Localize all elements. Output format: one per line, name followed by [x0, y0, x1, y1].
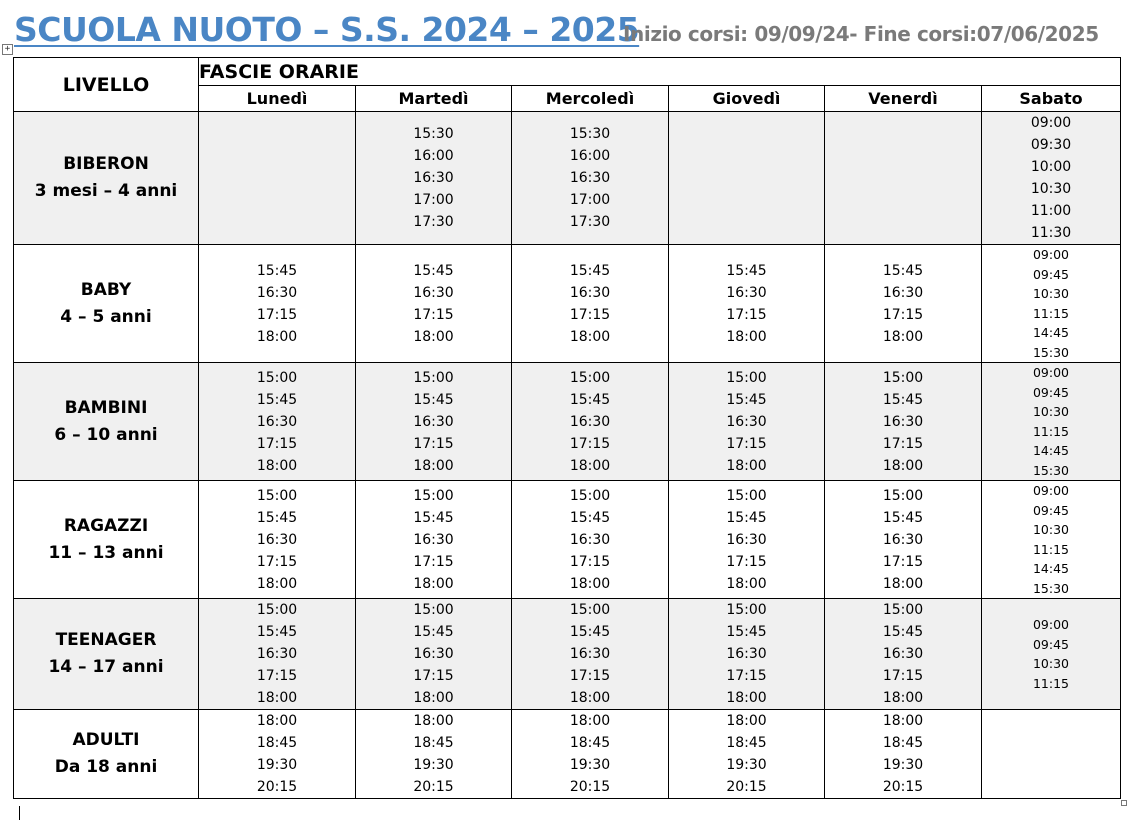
time-slot: 14:45	[1032, 561, 1070, 576]
time-slot: 17:15	[413, 553, 454, 570]
document-header	[14, 8, 1124, 52]
time-slot-cell	[199, 112, 356, 245]
time-slot: 15:45	[726, 391, 767, 408]
level-cell	[14, 363, 199, 481]
time-slot: 18:00	[569, 713, 611, 729]
time-slot: 18:00	[256, 713, 298, 729]
time-slot: 09:30	[1030, 137, 1072, 153]
time-slot: 18:00	[413, 713, 454, 729]
time-slot: 15:00	[256, 602, 298, 618]
time-slot-cell	[512, 710, 669, 799]
time-slot: 17:00	[413, 192, 454, 208]
time-slot-cell	[199, 363, 356, 481]
time-slot-cell	[356, 245, 512, 363]
time-slot: 18:45	[413, 735, 454, 751]
time-slot: 15:00	[413, 487, 454, 504]
time-slot: 18:45	[256, 735, 298, 751]
level-cell	[14, 245, 199, 363]
time-slot-cell	[982, 112, 1121, 245]
time-slot: 15:45	[256, 624, 298, 640]
table-row	[14, 710, 1121, 799]
time-slot: 18:00	[569, 457, 611, 474]
time-slot-cell	[982, 599, 1121, 710]
table-move-handle-icon[interactable]: +	[2, 44, 13, 55]
time-slot-cell	[199, 481, 356, 599]
time-slot: 18:45	[882, 735, 924, 751]
level-cell	[14, 481, 199, 599]
time-slot: 16:30	[882, 284, 924, 301]
time-slot: 18:45	[569, 735, 611, 751]
day-header: Sabato	[982, 86, 1121, 112]
time-slot: 17:30	[413, 214, 454, 230]
time-slot-cell	[669, 481, 825, 599]
time-slot: 18:00	[413, 690, 454, 706]
time-slot: 15:00	[882, 369, 924, 386]
time-slot: 15:45	[413, 624, 454, 640]
time-slot-cell	[512, 599, 669, 710]
time-slot: 10:30	[1032, 286, 1070, 301]
time-slot: 15:45	[256, 509, 298, 526]
time-slot: 17:15	[882, 306, 924, 323]
time-slot-cell	[199, 599, 356, 710]
time-slot: 15:45	[882, 391, 924, 408]
table-row	[14, 112, 1121, 245]
level-name: ADULTI	[72, 730, 140, 750]
time-slot: 14:45	[1032, 325, 1070, 340]
time-slot-cell	[669, 363, 825, 481]
time-slot: 18:00	[569, 690, 611, 706]
time-slot: 17:00	[569, 192, 611, 208]
time-slot: 16:30	[256, 284, 298, 301]
time-slot: 18:00	[256, 690, 298, 706]
time-slot: 15:45	[726, 262, 767, 279]
time-slot: 17:15	[569, 553, 611, 570]
time-slot: 09:00	[1032, 247, 1070, 262]
time-slot: 19:30	[256, 757, 298, 773]
time-slot: 20:15	[413, 779, 454, 795]
time-slot-cell	[825, 245, 982, 363]
time-slot: 15:00	[726, 369, 767, 386]
time-slot: 18:00	[726, 457, 767, 474]
time-slot-cell	[669, 245, 825, 363]
level-age-range: 3 mesi – 4 anni	[34, 181, 178, 201]
time-slot: 15:45	[726, 624, 767, 640]
time-slot-cell	[512, 481, 669, 599]
time-slot: 17:15	[569, 668, 611, 684]
page-title: SCUOLA NUOTO – S.S. 2024 – 2025	[14, 10, 640, 49]
time-slot: 15:45	[569, 391, 611, 408]
time-slot-cell	[356, 112, 512, 245]
time-slot: 10:00	[1030, 159, 1072, 175]
time-slot: 16:30	[256, 531, 298, 548]
table-row	[14, 245, 1121, 363]
time-slot: 11:15	[1032, 541, 1070, 557]
time-slot: 16:30	[569, 646, 611, 662]
time-slot: 19:30	[413, 757, 454, 773]
time-slot: 15:00	[882, 487, 924, 504]
time-slot: 15:30	[1032, 462, 1070, 478]
level-column-header: LIVELLO	[14, 58, 199, 112]
level-name: TEENAGER	[55, 630, 157, 650]
time-slot: 18:00	[569, 328, 611, 345]
time-slot-cell	[512, 363, 669, 481]
time-slot-cell	[825, 599, 982, 710]
time-slot: 18:00	[256, 457, 298, 474]
day-header: Venerdì	[825, 86, 982, 112]
time-slot: 16:30	[882, 413, 924, 430]
time-slot-cell	[982, 245, 1121, 363]
level-cell	[14, 710, 199, 799]
time-slot: 16:30	[726, 646, 767, 662]
time-slot: 18:00	[726, 713, 767, 729]
time-slot: 18:00	[882, 457, 924, 474]
time-slot: 15:45	[413, 391, 454, 408]
day-header: Lunedì	[199, 86, 356, 112]
time-slot: 16:30	[256, 646, 298, 662]
time-slot: 17:15	[413, 435, 454, 452]
time-slot: 16:30	[569, 170, 611, 186]
time-slot: 16:30	[882, 646, 924, 662]
time-slot: 16:30	[413, 646, 454, 662]
course-dates: Inizio corsi: 09/09/24- Fine corsi:07/06/2025	[623, 22, 1099, 46]
time-slot: 15:00	[256, 487, 298, 504]
time-slot: 17:15	[882, 668, 924, 684]
time-slot: 11:15	[1032, 675, 1070, 691]
time-slot: 15:00	[882, 602, 924, 618]
time-slot-cell	[512, 112, 669, 245]
time-slot: 10:30	[1032, 522, 1070, 537]
time-slot: 20:15	[882, 779, 924, 795]
time-slot-cell	[669, 599, 825, 710]
time-slots-header: FASCIE ORARIE	[199, 58, 1121, 86]
time-slot-cell	[982, 481, 1121, 599]
level-name: BIBERON	[63, 154, 149, 174]
time-slot: 18:00	[569, 575, 611, 592]
time-slot: 14:45	[1032, 443, 1070, 458]
time-slot: 17:15	[882, 553, 924, 570]
time-slot: 15:00	[569, 602, 611, 618]
time-slot: 17:15	[726, 553, 767, 570]
level-name: BABY	[80, 279, 132, 300]
time-slot: 16:30	[569, 413, 611, 430]
time-slot-cell	[356, 599, 512, 710]
time-slot: 20:15	[256, 779, 298, 795]
time-slot: 16:30	[413, 170, 454, 186]
time-slot-cell	[669, 112, 825, 245]
time-slot: 17:30	[569, 214, 611, 230]
time-slot: 17:15	[726, 435, 767, 452]
time-slot: 09:00	[1030, 115, 1072, 131]
time-slot: 17:15	[256, 668, 298, 684]
time-slot: 17:15	[726, 306, 767, 323]
table-row	[14, 363, 1121, 481]
time-slot: 15:45	[569, 624, 611, 640]
time-slot: 15:45	[256, 262, 298, 279]
table-body	[14, 112, 1121, 799]
time-slot: 16:30	[413, 284, 454, 301]
time-slot: 09:00	[1032, 483, 1070, 498]
time-slot: 15:00	[413, 369, 454, 386]
time-slot: 11:15	[1032, 305, 1070, 321]
time-slot: 15:30	[1032, 580, 1070, 596]
time-slot: 15:45	[569, 509, 611, 526]
time-slot: 17:15	[256, 435, 298, 452]
time-slot: 17:15	[569, 306, 611, 323]
level-cell	[14, 112, 199, 245]
time-slot: 15:45	[882, 624, 924, 640]
time-slot: 17:15	[256, 553, 298, 570]
time-slot: 18:00	[726, 690, 767, 706]
time-slot: 18:00	[413, 575, 454, 592]
time-slot-cell	[982, 710, 1121, 799]
time-slot: 18:00	[882, 575, 924, 592]
time-slot: 15:45	[256, 391, 298, 408]
time-slot: 15:45	[413, 262, 454, 279]
time-slot-cell	[669, 710, 825, 799]
time-slot: 20:15	[726, 779, 767, 795]
time-slot-cell	[825, 112, 982, 245]
level-age-range: 11 – 13 anni	[48, 542, 164, 563]
time-slot: 11:00	[1030, 203, 1072, 219]
level-age-range: 6 – 10 anni	[54, 424, 158, 445]
day-header: Mercoledì	[512, 86, 669, 112]
time-slot: 18:45	[726, 735, 767, 751]
time-slot: 11:15	[1032, 423, 1070, 439]
time-slot: 09:45	[1032, 636, 1070, 652]
time-slot: 18:00	[726, 575, 767, 592]
time-slot: 10:30	[1032, 404, 1070, 419]
time-slot: 11:30	[1030, 225, 1072, 241]
time-slot: 16:30	[569, 531, 611, 548]
time-slot: 15:45	[569, 262, 611, 279]
time-slot: 18:00	[882, 690, 924, 706]
level-name: RAGAZZI	[63, 515, 149, 536]
time-slot: 18:00	[413, 328, 454, 345]
time-slot: 17:15	[726, 668, 767, 684]
table-row	[14, 481, 1121, 599]
time-slot: 15:00	[569, 487, 611, 504]
time-slot: 18:00	[413, 457, 454, 474]
time-slot: 09:45	[1032, 384, 1070, 400]
table-resize-handle[interactable]	[1121, 800, 1127, 806]
time-slot: 15:00	[726, 487, 767, 504]
level-cell	[14, 599, 199, 710]
time-slot: 19:30	[882, 757, 924, 773]
time-slot: 15:00	[726, 602, 767, 618]
time-slot-cell	[199, 710, 356, 799]
time-slot: 18:00	[882, 328, 924, 345]
time-slot: 19:30	[569, 757, 611, 773]
time-slot: 15:45	[726, 509, 767, 526]
time-slot: 16:00	[569, 148, 611, 164]
level-age-range: 4 – 5 anni	[60, 306, 152, 327]
time-slot: 18:00	[256, 575, 298, 592]
time-slot: 15:00	[569, 369, 611, 386]
time-slot-cell	[825, 363, 982, 481]
time-slot: 17:15	[882, 435, 924, 452]
day-header: Martedì	[356, 86, 512, 112]
time-slot: 20:15	[569, 779, 611, 795]
time-slot: 17:15	[569, 435, 611, 452]
time-slot: 16:30	[726, 413, 767, 430]
time-slot: 16:30	[882, 531, 924, 548]
table-row	[14, 599, 1121, 710]
time-slot-cell	[199, 245, 356, 363]
day-header: Giovedì	[669, 86, 825, 112]
time-slot: 16:30	[413, 531, 454, 548]
time-slot: 18:00	[256, 328, 298, 345]
time-slot-cell	[356, 363, 512, 481]
level-age-range: 14 – 17 anni	[48, 657, 164, 677]
time-slot: 17:15	[413, 668, 454, 684]
time-slot-cell	[356, 481, 512, 599]
time-slot: 15:30	[1032, 344, 1070, 360]
time-slot-cell	[512, 245, 669, 363]
level-age-range: Da 18 anni	[54, 757, 158, 777]
time-slot: 15:45	[882, 509, 924, 526]
time-slot: 16:00	[413, 148, 454, 164]
time-slot: 09:45	[1032, 502, 1070, 518]
time-slot: 15:45	[882, 262, 924, 279]
level-name: BAMBINI	[64, 397, 148, 418]
time-slot: 09:00	[1032, 365, 1070, 380]
time-slot: 16:30	[413, 413, 454, 430]
time-slot: 16:30	[569, 284, 611, 301]
time-slot-cell	[825, 481, 982, 599]
table-head	[14, 58, 1121, 112]
time-slot-cell	[982, 363, 1121, 481]
time-slot: 16:30	[256, 413, 298, 430]
time-slot: 15:30	[413, 126, 454, 142]
time-slot: 17:15	[413, 306, 454, 323]
time-slot: 09:00	[1032, 617, 1070, 632]
text-cursor	[19, 806, 20, 820]
time-slot: 15:00	[413, 602, 454, 618]
time-slot: 17:15	[256, 306, 298, 323]
time-slot: 18:00	[726, 328, 767, 345]
time-slot: 10:30	[1032, 656, 1070, 671]
time-slot-cell	[825, 710, 982, 799]
time-slot: 15:45	[413, 509, 454, 526]
time-slot: 09:45	[1032, 266, 1070, 282]
time-slot: 16:30	[726, 531, 767, 548]
time-slot: 16:30	[726, 284, 767, 301]
time-slot: 15:00	[256, 369, 298, 386]
time-slot: 15:30	[569, 126, 611, 142]
time-slot: 10:30	[1030, 181, 1072, 197]
schedule-table	[13, 57, 1121, 799]
time-slot: 19:30	[726, 757, 767, 773]
time-slot-cell	[356, 710, 512, 799]
time-slot: 18:00	[882, 713, 924, 729]
